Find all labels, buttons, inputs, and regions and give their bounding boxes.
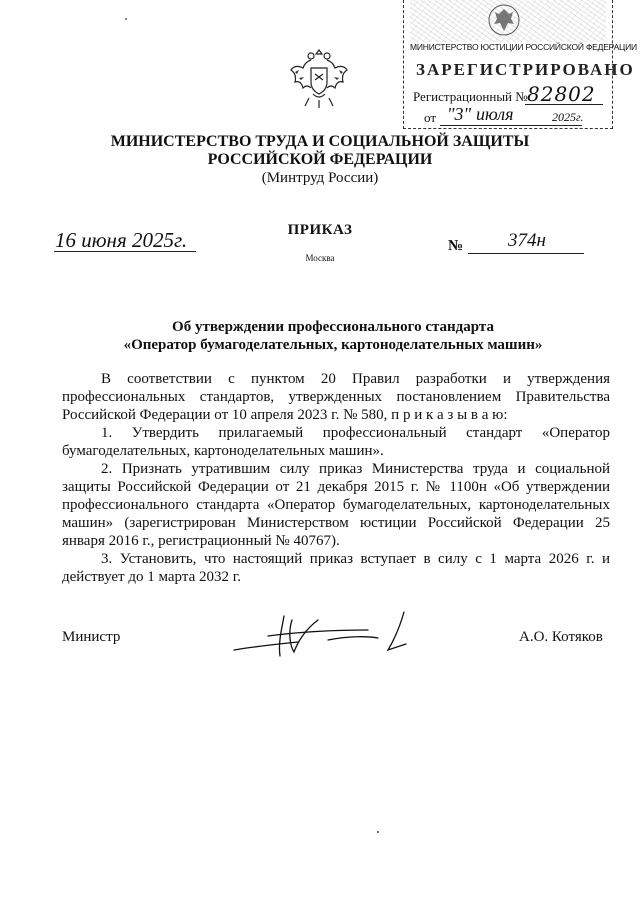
stamp-date-prefix: от [424, 110, 437, 125]
stamp-number-label: Регистрационный № [413, 89, 528, 104]
stamp-status: ЗАРЕГИСТРИРОВАНО [416, 60, 635, 79]
handwritten-signature [228, 606, 428, 662]
stamp-date-month: июля [476, 104, 514, 124]
order-date-underline [54, 251, 196, 252]
subject-line2: «Оператор бумагоделательных, картоноделательных машин» [123, 337, 543, 353]
order-number-underline [468, 253, 584, 254]
ministry-title-line1: МИНИСТЕРСТВО ТРУДА И СОЦИАЛЬНОЙ ЗАЩИТЫ [110, 133, 530, 150]
signatory-position: Министр [62, 629, 121, 645]
body-paragraph-1: В соответствии с пунктом 20 Правил разработки и утверждения профессиональных стандартов, утвержденных постановлением Правительства Российской Федерации от 10 апреля 2023 г. № 580, п р и к а з ы в а ю: [62, 371, 610, 423]
stamp-emblem-icon [486, 2, 522, 38]
order-title: ПРИКАЗ [287, 222, 353, 238]
stamp-date-day: "3" [447, 104, 472, 124]
order-city: Москва [305, 253, 335, 263]
scan-speck [377, 831, 379, 833]
ministry-title-line2: РОССИЙСКОЙ ФЕДЕРАЦИИ [207, 151, 433, 168]
document-body [62, 370, 610, 586]
body-paragraph-2: 1. Утвердить прилагаемый профессиональный стандарт «Оператор бумагоделательных, картоноделательных машин». [62, 425, 610, 459]
scan-speck [125, 18, 127, 20]
stamp-date-underline [440, 125, 582, 126]
stamp-ministry: МИНИСТЕРСТВО ЮСТИЦИИ РОССИЙСКОЙ ФЕДЕРАЦИИ [410, 42, 637, 52]
ministry-short-name: (Минтруд России) [261, 170, 379, 186]
stamp-number-value: 82802 [527, 82, 596, 106]
body-paragraph-4: 3. Установить, что настоящий приказ вступает в силу с 1 марта 2026 г. и действует до 1 марта 2032 г. [62, 551, 610, 585]
body-paragraph-3: 2. Признать утратившим силу приказ Министерства труда и социальной защиты Российской Федерации от 21 декабря 2015 г. № 1100н «Об утверждении профессионального стандарта «Оператор бумагоделательных, картоноделательных машин» (зарегистрирован Министерством юстиции Российской Федерации 25 января 2016 г., регистрационный № 40767). [62, 461, 610, 549]
order-number-value: 374н [508, 230, 546, 251]
signatory-name: А.О. Котяков [519, 629, 603, 645]
stamp-number-underline [525, 104, 603, 105]
stamp-date-year: 2025г. [552, 110, 584, 124]
coat-of-arms-icon [289, 44, 349, 112]
subject-line1: Об утверждении профессионального стандарта [172, 319, 494, 335]
order-number-sign: № [448, 238, 464, 254]
order-date: 16 июня 2025г. [55, 228, 188, 252]
